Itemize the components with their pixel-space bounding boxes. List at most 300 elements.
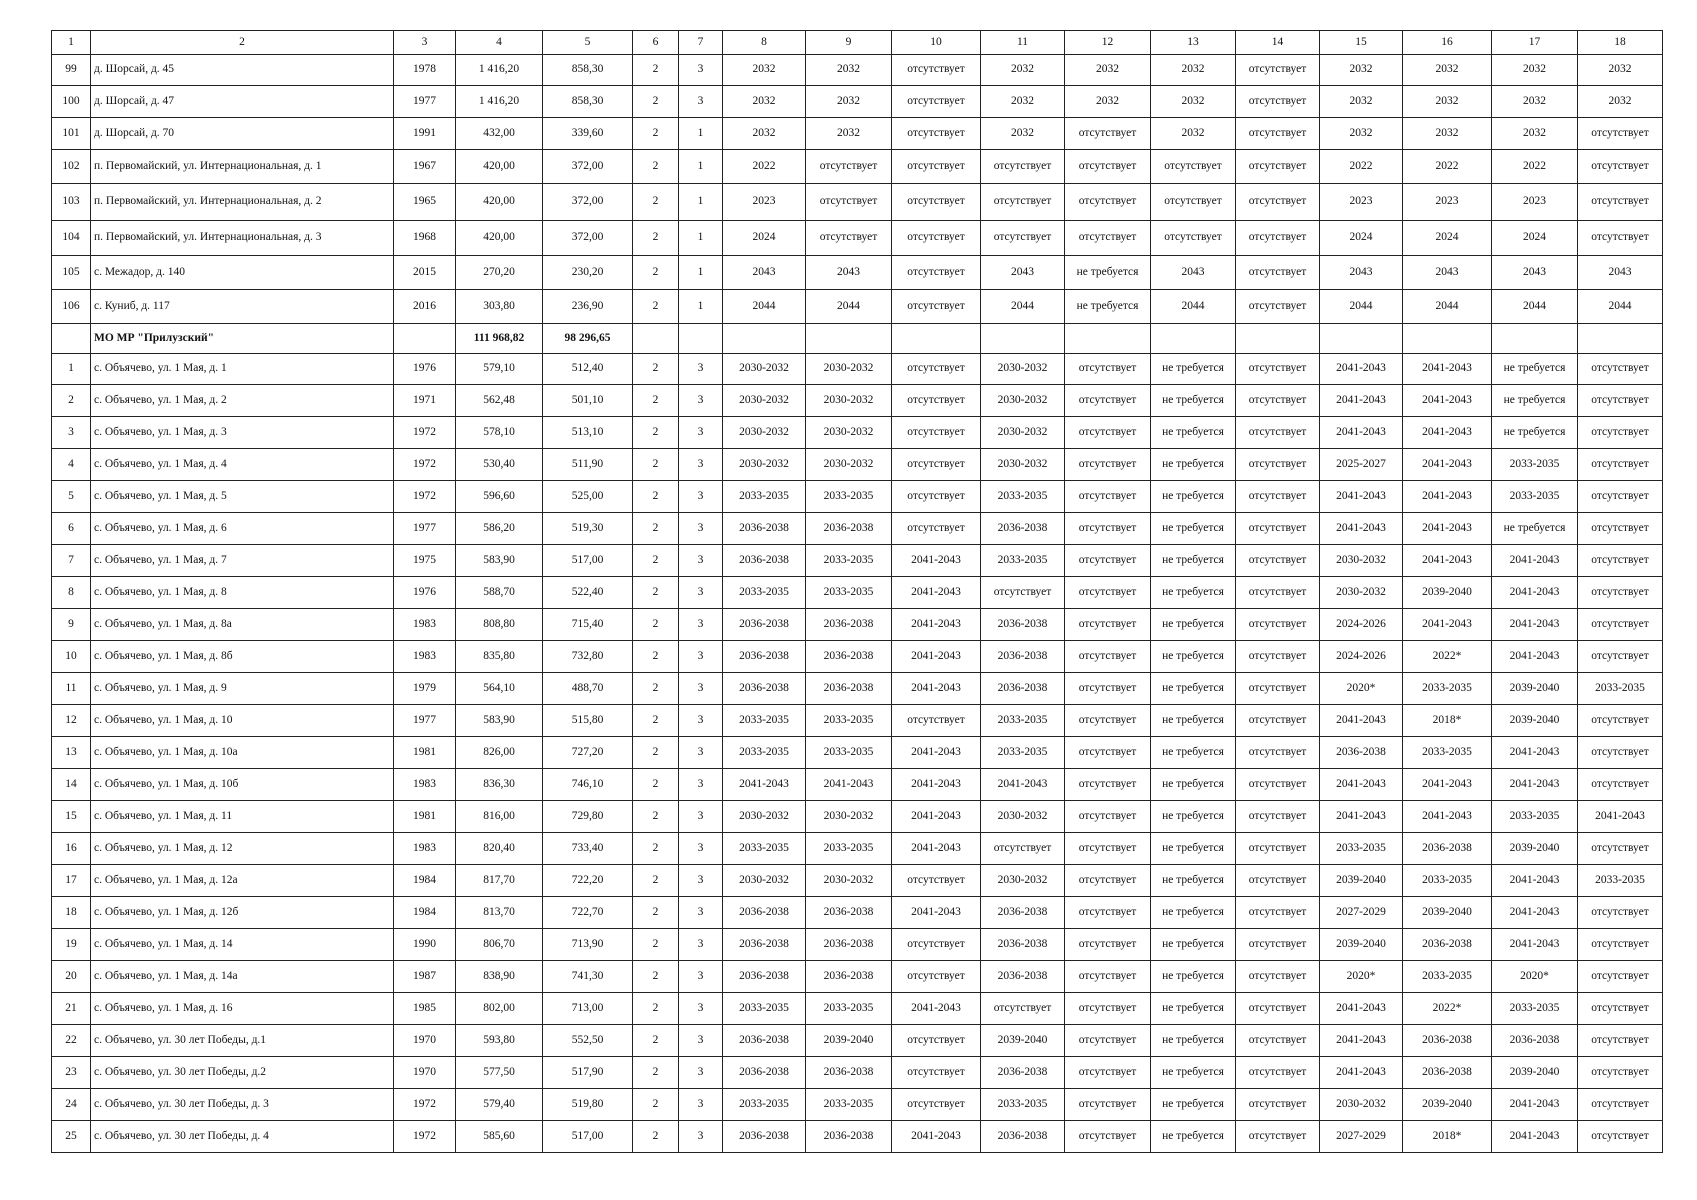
row-number-cell: 20: [52, 961, 91, 993]
table-cell: отсутствует: [1065, 1089, 1151, 1121]
table-cell: 511,90: [543, 449, 633, 481]
table-row: [52, 290, 1663, 324]
table-cell: 835,80: [456, 641, 543, 673]
address-cell: с. Объячево, ул. 1 Мая, д. 3: [91, 417, 394, 449]
table-cell: 2036-2038: [981, 961, 1065, 993]
table-cell: 2039-2040: [1403, 1089, 1492, 1121]
table-row: [52, 1121, 1663, 1153]
table-row: [52, 673, 1663, 705]
table-cell: отсутствует: [1236, 577, 1320, 609]
table-cell: 2043: [1492, 256, 1578, 290]
table-cell: 2: [633, 221, 679, 256]
table-cell: 2039-2040: [1492, 705, 1578, 737]
table-cell: не требуется: [1151, 769, 1236, 801]
table-cell: 2041-2043: [892, 641, 981, 673]
header-cell: 17: [1492, 31, 1578, 55]
table-cell: 270,20: [456, 256, 543, 290]
table-cell: 2: [633, 833, 679, 865]
table-cell: не требуется: [1151, 385, 1236, 417]
table-cell: отсутствует: [1578, 833, 1663, 865]
table-cell: 2036-2038: [1403, 1025, 1492, 1057]
table-cell: 1970: [394, 1025, 456, 1057]
table-cell: отсутствует: [1065, 545, 1151, 577]
table-cell: 2039-2040: [1403, 897, 1492, 929]
table-cell: 2041-2043: [1320, 385, 1403, 417]
table-cell: отсутствует: [1065, 641, 1151, 673]
table-row: [52, 961, 1663, 993]
table-cell: 2024-2026: [1320, 641, 1403, 673]
table-cell: не требуется: [1065, 290, 1151, 324]
table-cell: [679, 324, 723, 354]
table-cell: 2041-2043: [892, 577, 981, 609]
table-cell: 2033-2035: [1320, 833, 1403, 865]
header-cell: 10: [892, 31, 981, 55]
table-cell: отсутствует: [1065, 833, 1151, 865]
address-cell: с. Объячево, ул. 1 Мая, д. 8: [91, 577, 394, 609]
table-cell: 2015: [394, 256, 456, 290]
table-cell: 2032: [806, 86, 892, 118]
table-cell: 2: [633, 184, 679, 221]
table-cell: отсутствует: [1236, 1025, 1320, 1057]
table-cell: 1972: [394, 1121, 456, 1153]
table-row: [52, 86, 1663, 118]
table-cell: 1972: [394, 481, 456, 513]
table-cell: 2041-2043: [1492, 769, 1578, 801]
table-cell: 1983: [394, 641, 456, 673]
table-cell: отсутствует: [1065, 865, 1151, 897]
table-cell: отсутствует: [1236, 769, 1320, 801]
table-cell: 2032: [1578, 86, 1663, 118]
table-cell: 2030-2032: [981, 417, 1065, 449]
table-cell: 564,10: [456, 673, 543, 705]
table-row: [52, 449, 1663, 481]
table-cell: отсутствует: [892, 290, 981, 324]
address-cell: с. Объячево, ул. 1 Мая, д. 10: [91, 705, 394, 737]
address-cell: с. Объячево, ул. 1 Мая, д. 8б: [91, 641, 394, 673]
table-cell: 2039-2040: [1320, 865, 1403, 897]
table-cell: отсутствует: [892, 150, 981, 184]
table-row: [52, 929, 1663, 961]
table-cell: отсутствует: [1236, 354, 1320, 385]
table-cell: 2036-2038: [806, 609, 892, 641]
table-cell: 2033-2035: [981, 545, 1065, 577]
table-body: [52, 31, 1663, 1153]
table-cell: 1977: [394, 86, 456, 118]
table-cell: отсутствует: [1578, 118, 1663, 150]
table-cell: 2027-2029: [1320, 897, 1403, 929]
table-cell: 1 416,20: [456, 86, 543, 118]
table-cell: отсутствует: [892, 256, 981, 290]
table-cell: 2030-2032: [806, 354, 892, 385]
table-cell: 1: [679, 221, 723, 256]
table-cell: 2033-2035: [1403, 673, 1492, 705]
table-cell: 2041-2043: [1320, 705, 1403, 737]
table-cell: 3: [679, 86, 723, 118]
address-cell: с. Объячево, ул. 1 Мая, д. 12б: [91, 897, 394, 929]
address-cell: с. Объячево, ул. 1 Мая, д. 16: [91, 993, 394, 1025]
table-cell: 3: [679, 417, 723, 449]
table-cell: 2020*: [1320, 961, 1403, 993]
table-cell: отсутствует: [1065, 577, 1151, 609]
table-cell: 2041-2043: [1320, 1057, 1403, 1089]
table-cell: 3: [679, 865, 723, 897]
table-row: [52, 513, 1663, 545]
table-cell: 2016: [394, 290, 456, 324]
table-cell: 2030-2032: [806, 417, 892, 449]
row-number-cell: 104: [52, 221, 91, 256]
row-number-cell: 5: [52, 481, 91, 513]
table-cell: отсутствует: [806, 221, 892, 256]
table-cell: 2018*: [1403, 705, 1492, 737]
table-cell: 2032: [1492, 118, 1578, 150]
table-cell: 2033-2035: [1492, 449, 1578, 481]
table-cell: 2032: [981, 86, 1065, 118]
table-cell: 2041-2043: [1492, 897, 1578, 929]
table-cell: 2033-2035: [1578, 673, 1663, 705]
table-cell: 2032: [1320, 118, 1403, 150]
table-cell: отсутствует: [1236, 545, 1320, 577]
table-cell: не требуется: [1151, 545, 1236, 577]
table-cell: отсутствует: [1065, 897, 1151, 929]
address-cell: с. Объячево, ул. 1 Мая, д. 14а: [91, 961, 394, 993]
table-cell: 2032: [1492, 86, 1578, 118]
table-cell: 2020*: [1492, 961, 1578, 993]
table-row: [52, 641, 1663, 673]
row-number-cell: 11: [52, 673, 91, 705]
table-cell: не требуется: [1151, 481, 1236, 513]
table-cell: отсутствует: [1578, 354, 1663, 385]
table-cell: 2030-2032: [723, 865, 806, 897]
table-cell: 808,80: [456, 609, 543, 641]
table-cell: отсутствует: [1151, 184, 1236, 221]
table-cell: 372,00: [543, 150, 633, 184]
table-cell: 2033-2035: [1492, 481, 1578, 513]
table-cell: 2022*: [1403, 641, 1492, 673]
table-cell: 1: [679, 150, 723, 184]
table-cell: отсутствует: [1065, 481, 1151, 513]
table-cell: 1965: [394, 184, 456, 221]
table-cell: отсутствует: [1151, 221, 1236, 256]
table-cell: 2: [633, 801, 679, 833]
table-cell: 813,70: [456, 897, 543, 929]
table-row: [52, 354, 1663, 385]
table-row: [52, 1089, 1663, 1121]
table-cell: 2: [633, 86, 679, 118]
table-cell: 3: [679, 673, 723, 705]
table-cell: 2032: [981, 55, 1065, 86]
table-cell: 2041-2043: [1403, 354, 1492, 385]
header-cell: 12: [1065, 31, 1151, 55]
table-cell: 2033-2035: [806, 705, 892, 737]
table-cell: 2041-2043: [1320, 801, 1403, 833]
table-cell: отсутствует: [1065, 993, 1151, 1025]
address-cell: с. Объячево, ул. 30 лет Победы, д. 3: [91, 1089, 394, 1121]
table-cell: не требуется: [1151, 737, 1236, 769]
table-cell: 2043: [1320, 256, 1403, 290]
table-cell: отсутствует: [1578, 929, 1663, 961]
table-cell: отсутствует: [981, 577, 1065, 609]
table-cell: отсутствует: [892, 961, 981, 993]
table-cell: отсутствует: [1578, 1121, 1663, 1153]
table-cell: отсутствует: [1236, 897, 1320, 929]
table-cell: 2: [633, 1057, 679, 1089]
table-cell: 552,50: [543, 1025, 633, 1057]
table-cell: 2041-2043: [892, 737, 981, 769]
table-cell: 2: [633, 354, 679, 385]
table-cell: 2: [633, 993, 679, 1025]
table-cell: 2: [633, 55, 679, 86]
table-cell: 1990: [394, 929, 456, 961]
table-cell: 2023: [1403, 184, 1492, 221]
header-cell: 16: [1403, 31, 1492, 55]
table-cell: отсутствует: [892, 705, 981, 737]
table-cell: 2032: [723, 55, 806, 86]
table-cell: 2030-2032: [806, 801, 892, 833]
table-cell: [1236, 324, 1320, 354]
table-cell: 2024: [723, 221, 806, 256]
table-cell: отсутствует: [1236, 221, 1320, 256]
table-cell: отсутствует: [892, 118, 981, 150]
table-cell: [1065, 324, 1151, 354]
table-cell: отсутствует: [1578, 737, 1663, 769]
table-cell: 517,00: [543, 545, 633, 577]
table-cell: 3: [679, 929, 723, 961]
table-cell: 2030-2032: [981, 354, 1065, 385]
table-row: [52, 184, 1663, 221]
table-cell: не требуется: [1492, 354, 1578, 385]
table-cell: 2030-2032: [806, 385, 892, 417]
table-cell: 3: [679, 769, 723, 801]
table-cell: отсутствует: [1578, 417, 1663, 449]
row-number-cell: 13: [52, 737, 91, 769]
table-cell: 2022: [1492, 150, 1578, 184]
table-cell: отсутствует: [1065, 221, 1151, 256]
table-cell: не требуется: [1151, 865, 1236, 897]
table-cell: 2044: [723, 290, 806, 324]
table-cell: 2030-2032: [981, 865, 1065, 897]
table-cell: 515,80: [543, 705, 633, 737]
table-cell: отсутствует: [892, 55, 981, 86]
table-cell: 1984: [394, 897, 456, 929]
table-cell: 2020*: [1320, 673, 1403, 705]
table-cell: 2033-2035: [981, 481, 1065, 513]
table-cell: 2041-2043: [892, 545, 981, 577]
table-cell: 1983: [394, 769, 456, 801]
header-cell: 7: [679, 31, 723, 55]
table-cell: 1976: [394, 577, 456, 609]
table-cell: 2044: [1403, 290, 1492, 324]
table-cell: 2041-2043: [892, 993, 981, 1025]
table-cell: 2: [633, 609, 679, 641]
table-cell: 586,20: [456, 513, 543, 545]
table-cell: 2033-2035: [806, 1089, 892, 1121]
header-cell: 2: [91, 31, 394, 55]
table-cell: 420,00: [456, 221, 543, 256]
table-cell: 1: [679, 184, 723, 221]
table-cell: 2036-2038: [1320, 737, 1403, 769]
header-cell: 8: [723, 31, 806, 55]
table-cell: 2: [633, 577, 679, 609]
table-cell: 111 968,82: [456, 324, 543, 354]
table-cell: 2: [633, 865, 679, 897]
table-row: [52, 545, 1663, 577]
table-row: [52, 1025, 1663, 1057]
table-cell: 2039-2040: [1492, 1057, 1578, 1089]
table-cell: отсутствует: [892, 184, 981, 221]
row-number-cell: 19: [52, 929, 91, 961]
table-cell: отсутствует: [981, 993, 1065, 1025]
table-cell: 1983: [394, 833, 456, 865]
table-row: [52, 897, 1663, 929]
table-cell: отсутствует: [892, 513, 981, 545]
table-cell: не требуется: [1492, 385, 1578, 417]
table-cell: 579,40: [456, 1089, 543, 1121]
column-number-row: [52, 31, 1663, 55]
table-cell: 2036-2038: [981, 641, 1065, 673]
table-cell: 2030-2032: [1320, 545, 1403, 577]
table-cell: 2036-2038: [723, 609, 806, 641]
row-number-cell: 22: [52, 1025, 91, 1057]
table-cell: 2: [633, 150, 679, 184]
row-number-cell: 24: [52, 1089, 91, 1121]
table-cell: 2041-2043: [1492, 1089, 1578, 1121]
table-cell: 2024: [1403, 221, 1492, 256]
table-cell: отсутствует: [1236, 86, 1320, 118]
table-cell: не требуется: [1151, 673, 1236, 705]
table-cell: отсутствует: [1065, 737, 1151, 769]
table-cell: 517,00: [543, 1121, 633, 1153]
table-cell: 1 416,20: [456, 55, 543, 86]
address-cell: с. Объячево, ул. 1 Мая, д. 14: [91, 929, 394, 961]
table-cell: 2041-2043: [1578, 801, 1663, 833]
table-cell: отсутствует: [1236, 290, 1320, 324]
table-cell: 2036-2038: [723, 545, 806, 577]
table-cell: отсутствует: [1151, 150, 1236, 184]
table-cell: 2033-2035: [1578, 865, 1663, 897]
table-cell: 2041-2043: [1320, 513, 1403, 545]
table-cell: 2044: [806, 290, 892, 324]
table-cell: 2041-2043: [892, 609, 981, 641]
table-cell: 2039-2040: [1492, 833, 1578, 865]
table-cell: 2030-2032: [723, 801, 806, 833]
table-cell: отсутствует: [1236, 1089, 1320, 1121]
table-cell: 2041-2043: [1320, 993, 1403, 1025]
table-cell: 2032: [1578, 55, 1663, 86]
table-cell: отсутствует: [1578, 1089, 1663, 1121]
table-cell: 1972: [394, 449, 456, 481]
table-cell: 2041-2043: [1492, 929, 1578, 961]
table-cell: отсутствует: [1578, 449, 1663, 481]
table-cell: отсутствует: [1578, 1025, 1663, 1057]
table-cell: 2: [633, 961, 679, 993]
table-cell: [892, 324, 981, 354]
table-cell: 2033-2035: [981, 737, 1065, 769]
table-row: [52, 221, 1663, 256]
table-cell: 588,70: [456, 577, 543, 609]
table-cell: 3: [679, 833, 723, 865]
table-cell: не требуется: [1151, 897, 1236, 929]
table-cell: 2036-2038: [981, 1121, 1065, 1153]
address-cell: с. Объячево, ул. 30 лет Победы, д.1: [91, 1025, 394, 1057]
table-cell: 2041-2043: [1492, 737, 1578, 769]
table-cell: 1984: [394, 865, 456, 897]
table-cell: 2036-2038: [806, 1121, 892, 1153]
table-cell: 2041-2043: [1403, 801, 1492, 833]
table-cell: 2: [633, 290, 679, 324]
table-cell: 1981: [394, 801, 456, 833]
table-cell: 2024: [1492, 221, 1578, 256]
header-cell: 4: [456, 31, 543, 55]
table-cell: 2033-2035: [723, 1089, 806, 1121]
table-cell: 1985: [394, 993, 456, 1025]
table-cell: не требуется: [1151, 1089, 1236, 1121]
table-cell: 2036-2038: [723, 929, 806, 961]
table-cell: 2041-2043: [892, 897, 981, 929]
address-cell: с. Объячево, ул. 30 лет Победы, д. 4: [91, 1121, 394, 1153]
table-cell: отсутствует: [1578, 993, 1663, 1025]
table-cell: отсутствует: [806, 150, 892, 184]
table-cell: 858,30: [543, 86, 633, 118]
table-cell: отсутствует: [1578, 961, 1663, 993]
table-cell: 2032: [1492, 55, 1578, 86]
table-cell: 2: [633, 1089, 679, 1121]
table-cell: 2041-2043: [1492, 545, 1578, 577]
header-cell: 15: [1320, 31, 1403, 55]
table-cell: отсутствует: [1065, 150, 1151, 184]
table-row: [52, 55, 1663, 86]
table-cell: 733,40: [543, 833, 633, 865]
table-cell: 2033-2035: [806, 993, 892, 1025]
table-cell: 1967: [394, 150, 456, 184]
table-cell: 2: [633, 705, 679, 737]
table-cell: отсутствует: [1236, 118, 1320, 150]
table-cell: 2041-2043: [1320, 417, 1403, 449]
table-cell: отсутствует: [1578, 385, 1663, 417]
table-cell: 2022: [723, 150, 806, 184]
table-cell: 583,90: [456, 545, 543, 577]
table-cell: отсутствует: [1236, 609, 1320, 641]
table-cell: 593,80: [456, 1025, 543, 1057]
table-cell: 2032: [1151, 86, 1236, 118]
table-cell: 98 296,65: [543, 324, 633, 354]
table-cell: 1970: [394, 1057, 456, 1089]
table-cell: 2032: [1065, 86, 1151, 118]
table-cell: 3: [679, 55, 723, 86]
table-cell: 2039-2040: [1492, 673, 1578, 705]
table-cell: [1320, 324, 1403, 354]
table-cell: не требуется: [1151, 354, 1236, 385]
table-cell: 1975: [394, 545, 456, 577]
table-cell: 303,80: [456, 290, 543, 324]
table-cell: 2041-2043: [1403, 481, 1492, 513]
table-cell: не требуется: [1151, 449, 1236, 481]
table-cell: 2033-2035: [981, 1089, 1065, 1121]
table-cell: 715,40: [543, 609, 633, 641]
table-cell: отсутствует: [1236, 1121, 1320, 1153]
table-cell: 2: [633, 513, 679, 545]
table-cell: 2018*: [1403, 1121, 1492, 1153]
table-row: [52, 865, 1663, 897]
row-number-cell: 106: [52, 290, 91, 324]
table-cell: отсутствует: [1065, 673, 1151, 705]
row-number-cell: 4: [52, 449, 91, 481]
table-cell: 3: [679, 641, 723, 673]
table-row: [52, 833, 1663, 865]
row-number-cell: 8: [52, 577, 91, 609]
table-cell: 522,40: [543, 577, 633, 609]
table-cell: отсутствует: [1236, 961, 1320, 993]
table-cell: 2027-2029: [1320, 1121, 1403, 1153]
